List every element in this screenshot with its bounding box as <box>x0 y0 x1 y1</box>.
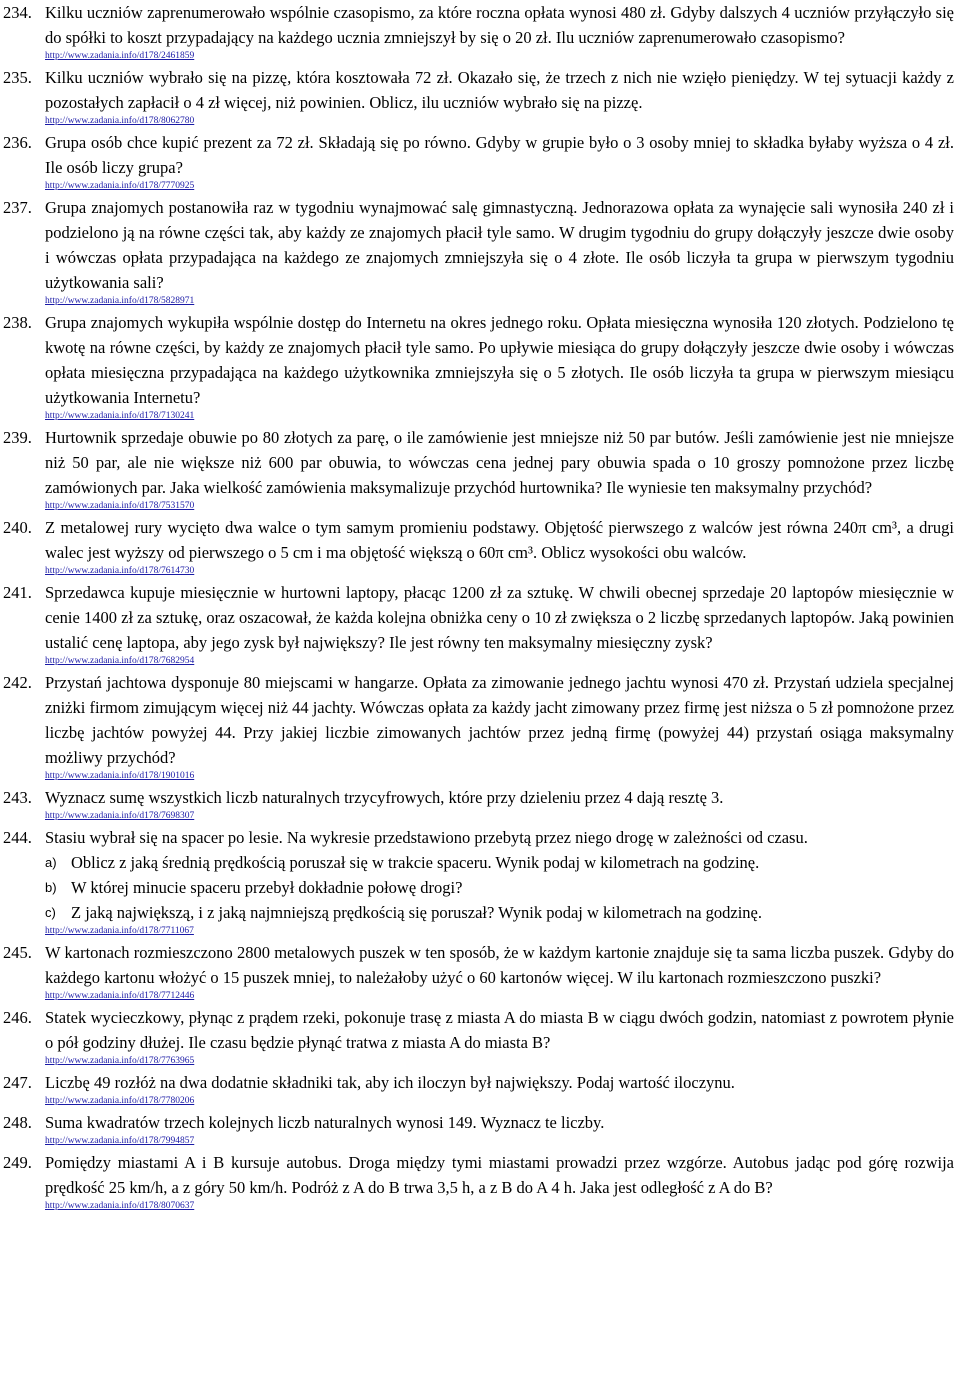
problem-statement: Kilku uczniów wybrało się na pizzę, która kosztowała 72 zł. Okazało się, że trzech z nich nie wzięło pieniędzy. W tej sytuacji każdy z pozostałych zapłacił o 4 zł więcej, niż powinien. Oblicz, ilu uczniów wybrało się na pizzę. <box>45 68 954 112</box>
problem-link[interactable]: http://www.zadania.info/d178/7682954 <box>45 656 195 666</box>
problem-item <box>3 825 954 940</box>
problem-number: 249. <box>3 1153 32 1172</box>
subquestion-text: Z jaką największą, i z jaką najmniejszą prędkością się poruszał? Wynik podaj w kilometrach na godzinę. <box>71 903 762 922</box>
problem-text <box>45 580 954 655</box>
problem-text <box>45 1005 954 1055</box>
problem-link[interactable]: http://www.zadania.info/d178/7712446 <box>45 991 195 1001</box>
problem-content <box>45 940 954 1005</box>
subquestion-label: a) <box>45 855 57 870</box>
problem-item <box>3 310 954 425</box>
problem-link[interactable]: http://www.zadania.info/d178/7614730 <box>45 566 195 576</box>
problem-number: 234. <box>3 3 32 22</box>
subquestion-text: Oblicz z jaką średnią prędkością poruszał się w trakcie spaceru. Wynik podaj w kilometrach na godzinę. <box>71 853 760 872</box>
problem-statement: Kilku uczniów zaprenumerowało wspólnie czasopismo, za które roczna opłata wynosi 480 zł. Gdyby dalszych 4 uczniów przyłączyło się do spółki to koszt przypadający na każdego ucznia zmniejszył by się o 20 zł. Ilu uczniów zaprenumerowało czasopismo? <box>45 3 954 47</box>
problem-content <box>45 825 954 940</box>
problem-link[interactable]: http://www.zadania.info/d178/7711067 <box>45 926 194 936</box>
problem-content <box>45 130 954 195</box>
problem-number: 247. <box>3 1073 32 1092</box>
problem-item <box>3 940 954 1005</box>
subquestion-label: c) <box>45 905 56 920</box>
problem-item <box>3 785 954 825</box>
problem-text <box>45 785 954 810</box>
problem-content <box>45 0 954 65</box>
problem-link[interactable]: http://www.zadania.info/d178/7763965 <box>45 1056 195 1066</box>
problem-content <box>45 580 954 670</box>
problem-statement: Statek wycieczkowy, płynąc z prądem rzeki, pokonuje trasę z miasta A do miasta B w ciągu dwóch godzin, natomiast z powrotem płynie o pół godziny dłużej. Ile czasu będzie płynąć tratwa z miasta A do miasta B? <box>45 1008 954 1052</box>
problem-statement: Stasiu wybrał się na spacer po lesie. Na wykresie przedstawiono przebytą przez niego drogę w zależności od czasu. <box>45 828 808 847</box>
problem-text <box>45 1150 954 1200</box>
problem-number: 242. <box>3 673 32 692</box>
problem-text <box>45 515 954 565</box>
problem-statement: Suma kwadratów trzech kolejnych liczb naturalnych wynosi 149. Wyznacz te liczby. <box>45 1113 605 1132</box>
problem-item <box>3 1150 954 1215</box>
subquestion-text: W której minucie spaceru przebył dokładnie połowę drogi? <box>71 878 463 897</box>
problem-statement: W kartonach rozmieszczono 2800 metalowych puszek w ten sposób, że w każdym kartonie znajduje się ta sama liczba puszek. Gdyby do każdego kartonu włożyć o 15 puszek mniej, to należałoby użyć o 60 kartonów więcej. W ilu kartonach rozmieszczono puszki? <box>45 943 954 987</box>
problem-number: 248. <box>3 1113 32 1132</box>
problem-number: 239. <box>3 428 32 447</box>
problem-number: 235. <box>3 68 32 87</box>
problem-text <box>45 670 954 770</box>
subquestion <box>45 900 954 925</box>
problem-number: 241. <box>3 583 32 602</box>
problem-item <box>3 1005 954 1070</box>
problem-text <box>45 195 954 295</box>
problem-statement: Sprzedawca kupuje miesięcznie w hurtowni laptopy, płacąc 1200 zł za sztukę. W chwili obecnej sprzedaje 20 laptopów miesięcznie w cenie 1400 zł za sztukę, oraz oszacował, że każda kolejna obniżka ceny o 10 zł zwiększa o 2 liczbę sprzedanych laptopów. Jaką powinien ustalić cenę laptopa, aby jego zysk był największy? Ile jest równy ten maksymalny miesięczny zysk? <box>45 583 954 652</box>
problem-content <box>45 425 954 515</box>
problem-item <box>3 130 954 195</box>
problem-item <box>3 515 954 580</box>
problem-text <box>45 940 954 990</box>
problem-link[interactable]: http://www.zadania.info/d178/7531570 <box>45 501 195 511</box>
subquestion <box>45 850 954 875</box>
problem-content <box>45 1070 954 1110</box>
problem-statement: Liczbę 49 rozłóż na dwa dodatnie składniki tak, aby ich iloczyn był największy. Podaj wartość iloczynu. <box>45 1073 735 1092</box>
problem-content <box>45 1005 954 1070</box>
problem-content <box>45 515 954 580</box>
problem-statement: Grupa osób chce kupić prezent za 72 zł. Składają się po równo. Gdyby w grupie było o 3 osoby mniej to składka byłaby wyższa o 4 zł. Ile osób liczy grupa? <box>45 133 954 177</box>
problem-number: 240. <box>3 518 32 537</box>
problem-number: 238. <box>3 313 32 332</box>
problem-link[interactable]: http://www.zadania.info/d178/7994857 <box>45 1136 195 1146</box>
problem-link[interactable]: http://www.zadania.info/d178/7770925 <box>45 181 195 191</box>
problem-item <box>3 65 954 130</box>
problem-item <box>3 1110 954 1150</box>
problem-text <box>45 425 954 500</box>
problem-number: 237. <box>3 198 32 217</box>
problem-text <box>45 1110 954 1135</box>
subquestion-label: b) <box>45 880 57 895</box>
problem-statement: Grupa znajomych postanowiła raz w tygodniu wynajmować salę gimnastyczną. Jednorazowa opłata za wynajęcie sali wynosiła 240 zł i podzielono ją na równe części tak, aby każdy ze znajomych płacił tyle samo. W drugim tygodniu do grupy dołączyły jeszcze dwie osoby i wówczas opłata przypadająca na każdego ze znajomych zmniejszyła się o 4 złote. Ile osób liczyła ta grupa w pierwszym tygodniu użytkowania sali? <box>45 198 954 292</box>
problem-number: 246. <box>3 1008 32 1027</box>
problem-link[interactable]: http://www.zadania.info/d178/7780206 <box>45 1096 195 1106</box>
problem-link[interactable]: http://www.zadania.info/d178/8070637 <box>45 1201 195 1211</box>
problem-text <box>45 1070 954 1095</box>
problem-number: 245. <box>3 943 32 962</box>
problem-text <box>45 65 954 115</box>
problem-content <box>45 785 954 825</box>
problem-number: 236. <box>3 133 32 152</box>
problem-item <box>3 670 954 785</box>
problem-content <box>45 310 954 425</box>
problem-statement: Grupa znajomych wykupiła wspólnie dostęp do Internetu na okres jednego roku. Opłata miesięczna wynosiła 120 złotych. Podzielono tę kwotę na równe części, by każdy ze znajomych płacił tyle samo. Po upływie miesiąca do grupy dołączyły jeszcze dwie osoby i wówczas opłata miesięczna przypadająca na każdego użytkownika zmniejszyła się o 5 złotych. Ile osób liczyła ta grupa w pierwszym miesiącu użytkowania Internetu? <box>45 313 954 407</box>
problem-content <box>45 195 954 310</box>
problem-number: 243. <box>3 788 32 807</box>
problem-item <box>3 580 954 670</box>
problem-text <box>45 0 954 50</box>
problem-statement: Z metalowej rury wycięto dwa walce o tym samym promieniu podstawy. Objętość pierwszego z walców jest równa 240π cm³, a drugi walec jest wyższy od pierwszego o 5 cm i ma objętość większą o 60π cm³. Oblicz wysokości obu walców. <box>45 518 954 562</box>
problem-text <box>45 130 954 180</box>
problem-item <box>3 425 954 515</box>
problem-link[interactable]: http://www.zadania.info/d178/1901016 <box>45 771 195 781</box>
problem-statement: Pomiędzy miastami A i B kursuje autobus. Droga między tymi miastami prowadzi przez wzgórze. Autobus jadąc pod górę rozwija prędkość 25 km/h, a z góry 50 km/h. Podróż z A do B trwa 3,5 h, a z B do A 4 h. Jaka jest odległość z A do B? <box>45 1153 954 1197</box>
problem-statement: Hurtownik sprzedaje obuwie po 80 złotych za parę, o ile zamówienie jest mniejsze niż 50 par butów. Jeśli zamówienie jest nie mniejsze niż 50 par, ale nie większe niż 600 par obuwia, to wówczas cena jednej pary obuwia spada o 10 groszy pomnożone przez liczbę zamówionych par. Jaka wielkość zamówienia maksymalizuje przychód hurtownika? Ile wyniesie ten maksymalny przychód? <box>45 428 954 497</box>
problem-item <box>3 0 954 65</box>
problem-link[interactable]: http://www.zadania.info/d178/7130241 <box>45 411 195 421</box>
problem-link[interactable]: http://www.zadania.info/d178/5828971 <box>45 296 195 306</box>
problem-statement: Wyznacz sumę wszystkich liczb naturalnych trzycyfrowych, które przy dzieleniu przez 4 dają resztę 3. <box>45 788 724 807</box>
problem-text <box>45 310 954 410</box>
problem-statement: Przystań jachtowa dysponuje 80 miejscami w hangarze. Opłata za zimowanie jednego jachtu wynosi 470 zł. Przystań udziela specjalnej zniżki firmom zimującym więcej niż 44 jachty. Wówczas opłata za każdy jacht zimowany przez firmę jest niższa o 5 zł pomnożone przez liczbę jachtów powyżej 44. Przy jakiej liczbie zimowanych jachtów przez jedną firmę (powyżej 44) przystań osiąga maksymalny możliwy przychód? <box>45 673 954 767</box>
problem-link[interactable]: http://www.zadania.info/d178/8062780 <box>45 116 195 126</box>
problem-link[interactable]: http://www.zadania.info/d178/7698307 <box>45 811 195 821</box>
problem-number: 244. <box>3 828 32 847</box>
problem-item <box>3 1070 954 1110</box>
problem-text <box>45 825 954 850</box>
problem-content <box>45 1150 954 1215</box>
subquestion <box>45 875 954 900</box>
problem-item <box>3 195 954 310</box>
problem-content <box>45 65 954 130</box>
problem-content <box>45 1110 954 1150</box>
problem-content <box>45 670 954 785</box>
problem-link[interactable]: http://www.zadania.info/d178/2461859 <box>45 51 195 61</box>
